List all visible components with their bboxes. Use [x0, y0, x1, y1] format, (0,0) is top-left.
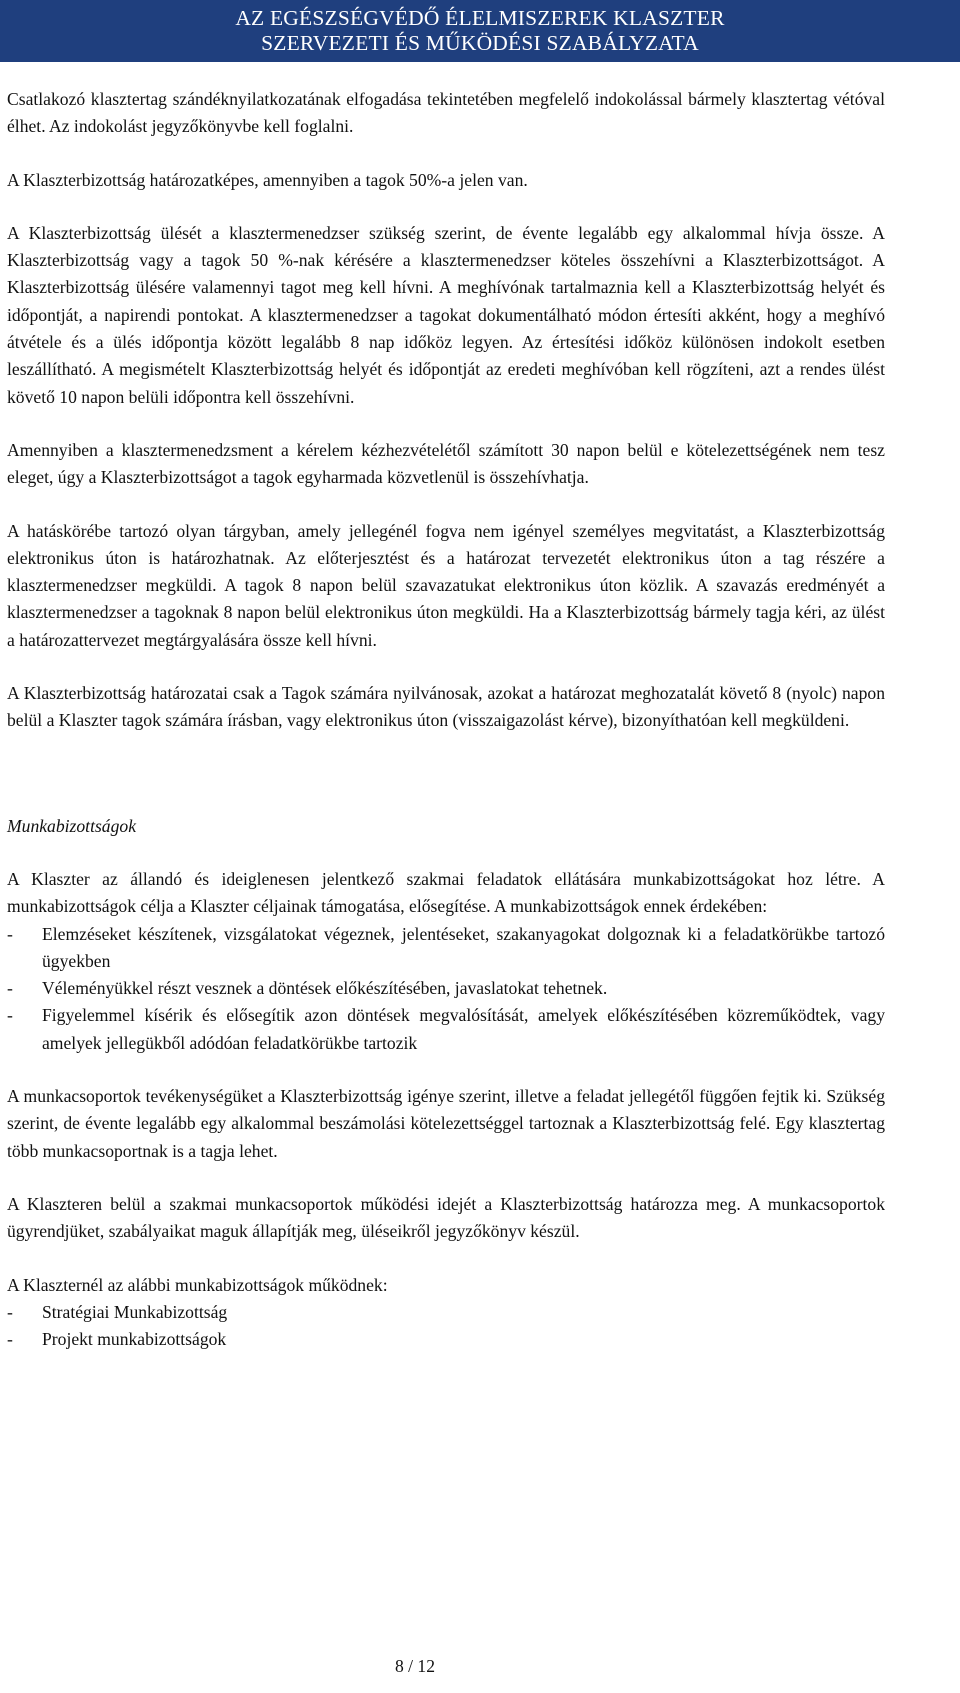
list-item: - Projekt munkabizottságok: [7, 1326, 885, 1353]
paragraph-direct-convening: Amennyiben a klasztermenedzsment a kérelem kézhezvételétől számított 30 napon belül e kötelezettségének nem tesz eleget, úgy a Klaszterbizottságot a tagok egyharmada közvetlenül is összehívhatja.: [7, 439, 885, 488]
paragraph-meeting-convening: A Klaszterbizottság ülését a klasztermenedzser szükség szerint, de évente legalább egy alkalommal hívja össze. A Klaszterbizottság vagy a tagok 50 %-nak kérésére a klasztermenedzser köteles összehívni a Klaszterbizottságot. A Klaszterbizottság ülésére valamennyi tagot meg kell hívni. A meghívónak tartalmaznia kell a Klaszterbizottság helyét és időpontját, a napirendi pontokat. A klasztermenedzser a tagokat dokumentálható módon értesíti akként, hogy a meghívó átvétele és a ülés időpontja között legalább 8 nap időköz legyen. Az értesítési időköz különösen indokolt esetben leszállítható. A megismételt Klaszterbizottság helyét és időpontját az eredeti meghívóban kell rögzíteni, azt a rendes ülést követő 10 napon belüli időpontra kell összehívni.: [7, 222, 885, 407]
paragraph-resolutions: A Klaszterbizottság határozatai csak a Tagok számára nyilvánosak, azokat a határozat meghozatalát követő 8 (nyolc) napon belül a Klaszter tagok számára írásban, vagy elektronikus úton (visszaigazolást kérve), bizonyíthatóan kell megküldeni.: [7, 683, 885, 731]
page-number: 8 / 12: [394, 1656, 436, 1676]
paragraph-electronic-voting: A hatáskörébe tartozó olyan tárgyban, amely jellegénél fogva nem igényel személyes megvitatást, a Klaszterbizottság elektronikus úton is határozhatnak. Az előterjesztést és a határozat tervezetét elektronikus úton a tag részére a klasztermenedzser megküldi. A tagok 8 napon belül szavazatukat elektronikus úton közlik. A szavazás eredményét a klasztermenedzser a tagoknak 8 napon belül elektronikus úton megküldi. Ha a Klaszterbizottság bármely tagja kéri, az ülést a határozattervezet megtárgyalására össze kell hívni.: [7, 520, 885, 650]
section-heading: Munkabizottságok: [7, 815, 137, 836]
committee-tasks-list: [7, 921, 885, 1057]
list-item: - Figyelemmel kísérik és elősegítik azon döntések megvalósítását, amelyek előkészítésében közreműködtek, vagy amelyek jellegükből adódóan feladatkörükbe tartozik: [7, 1002, 885, 1057]
paragraph-workgroup-duration: A Klaszteren belül a szakmai munkacsoportok működési idejét a Klaszterbizottság határozza meg. A munkacsoportok ügyrendjüket, szabályaikat maguk állapítják meg, üléseikről jegyzőkönyv készül.: [7, 1193, 885, 1242]
paragraph-list-intro: A Klaszternél az alábbi munkabizottságok működnek:: [7, 1274, 388, 1295]
list-item: - Véleményükkel részt vesznek a döntések előkészítésében, javaslatokat tehetnek.: [7, 975, 885, 1002]
paragraph-committees-intro: A Klaszter az állandó és ideiglenesen jelentkező szakmai feladatok ellátására munkabizottságokat hoz létre. A munkabizottságok célja a Klaszter céljainak támogatása, elősegítése. A munkabizottságok ennek érdekében:: [7, 868, 885, 917]
paragraph-quorum: A Klaszterbizottság határozatképes, amennyiben a tagok 50%-a jelen van.: [7, 169, 528, 190]
header-title-line1: AZ EGÉSZSÉGVÉDŐ ÉLELMISZEREK KLASZTER: [235, 6, 725, 30]
paragraph-veto: Csatlakozó klasztertag szándéknyilatkozatának elfogadása tekintetében megfelelő indokolással bármely klasztertag vétóval élhet. Az indokolást jegyzőkönyvbe kell foglalni.: [7, 89, 885, 137]
paragraph-workgroups: A munkacsoportok tevékenységüket a Klaszterbizottság igénye szerint, illetve a feladat jellegétől függően fejtik ki. Szükség szerint, de évente legalább egy alkalommal beszámolási kötelezettséggel tartoznak a Klaszterbizottság felé. Egy klasztertag több munkacsoportnak is a tagja lehet.: [7, 1086, 885, 1161]
list-item: - Stratégiai Munkabizottság: [7, 1299, 885, 1326]
document-body: [7, 86, 885, 1353]
document-header: [0, 0, 960, 62]
list-item: - Elemzéseket készítenek, vizsgálatokat végeznek, jelentéseket, szakanyagokat dolgoznak ki a feladatkörükbe tartozó ügyekben: [7, 921, 885, 976]
committees-list: [7, 1299, 885, 1354]
header-title-line2: SZERVEZETI ÉS MŰKÖDÉSI SZABÁLYZATA: [261, 31, 699, 55]
